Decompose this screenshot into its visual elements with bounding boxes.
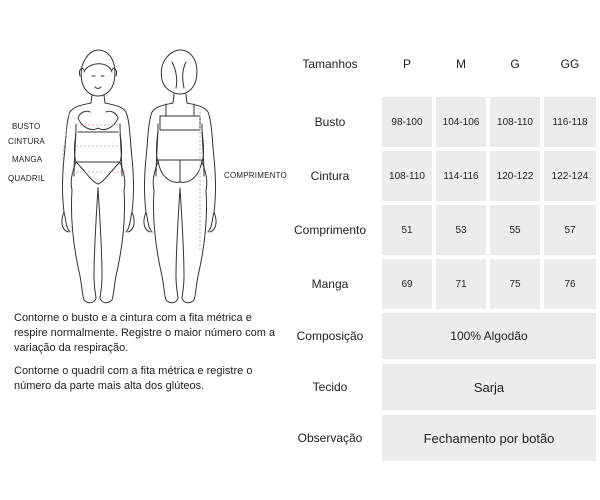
body-measurement-figure — [0, 0, 300, 310]
row-label-busto: Busto — [314, 115, 346, 129]
cintura-label: CINTURA — [8, 137, 45, 146]
header-size-m: M — [456, 57, 466, 71]
comprimento-label: COMPRIMENTO — [224, 171, 287, 180]
instruction-hip: Contorne o quadril com a fita métrica e registre o número da parte mais alta dos glúteos. — [14, 365, 253, 392]
row-label-comprimento: Comprimento — [293, 223, 367, 237]
cell-comprimento-p: 51 — [382, 205, 432, 255]
busto-label: BUSTO — [12, 122, 41, 131]
header-size-p: P — [402, 57, 411, 71]
quadril-label: QUADRIL — [8, 174, 45, 183]
manga-label: MANGA — [12, 155, 43, 164]
cell-tecido: Sarja — [382, 364, 596, 410]
header-tamanhos: Tamanhos — [302, 57, 358, 71]
cell-composicao: 100% Algodão — [382, 313, 596, 359]
instruction-bust-waist: Contorne o busto e a cintura com a fita métrica e respire normalmente. Registre o maior número com a variação da respiração. — [14, 312, 276, 354]
cell-busto-p: 98-100 — [382, 97, 432, 147]
row-label-manga: Manga — [311, 277, 349, 291]
cell-comprimento-g: 55 — [490, 205, 540, 255]
cell-cintura-gg: 122-124 — [544, 151, 596, 201]
header-size-gg: GG — [560, 57, 580, 71]
measurement-instructions — [14, 311, 276, 402]
body-outline-illustration — [0, 0, 300, 310]
cell-comprimento-m: 53 — [436, 205, 486, 255]
row-label-composicao: Composição — [296, 329, 364, 343]
row-label-tecido: Tecido — [312, 380, 348, 394]
cell-cintura-g: 120-122 — [490, 151, 540, 201]
cell-comprimento-gg: 57 — [544, 205, 596, 255]
cell-busto-m: 104-106 — [436, 97, 486, 147]
row-label-cintura: Cintura — [310, 169, 350, 183]
cell-cintura-m: 114-116 — [436, 151, 486, 201]
cell-observacao: Fechamento por botão — [382, 415, 596, 461]
header-size-g: G — [510, 57, 520, 71]
row-label-observacao: Observação — [297, 431, 363, 445]
cell-cintura-p: 108-110 — [382, 151, 432, 201]
cell-busto-gg: 116-118 — [544, 97, 596, 147]
cell-busto-g: 108-110 — [490, 97, 540, 147]
cell-manga-gg: 76 — [544, 259, 596, 309]
cell-manga-p: 69 — [382, 259, 432, 309]
cell-manga-m: 71 — [436, 259, 486, 309]
cell-manga-g: 75 — [490, 259, 540, 309]
